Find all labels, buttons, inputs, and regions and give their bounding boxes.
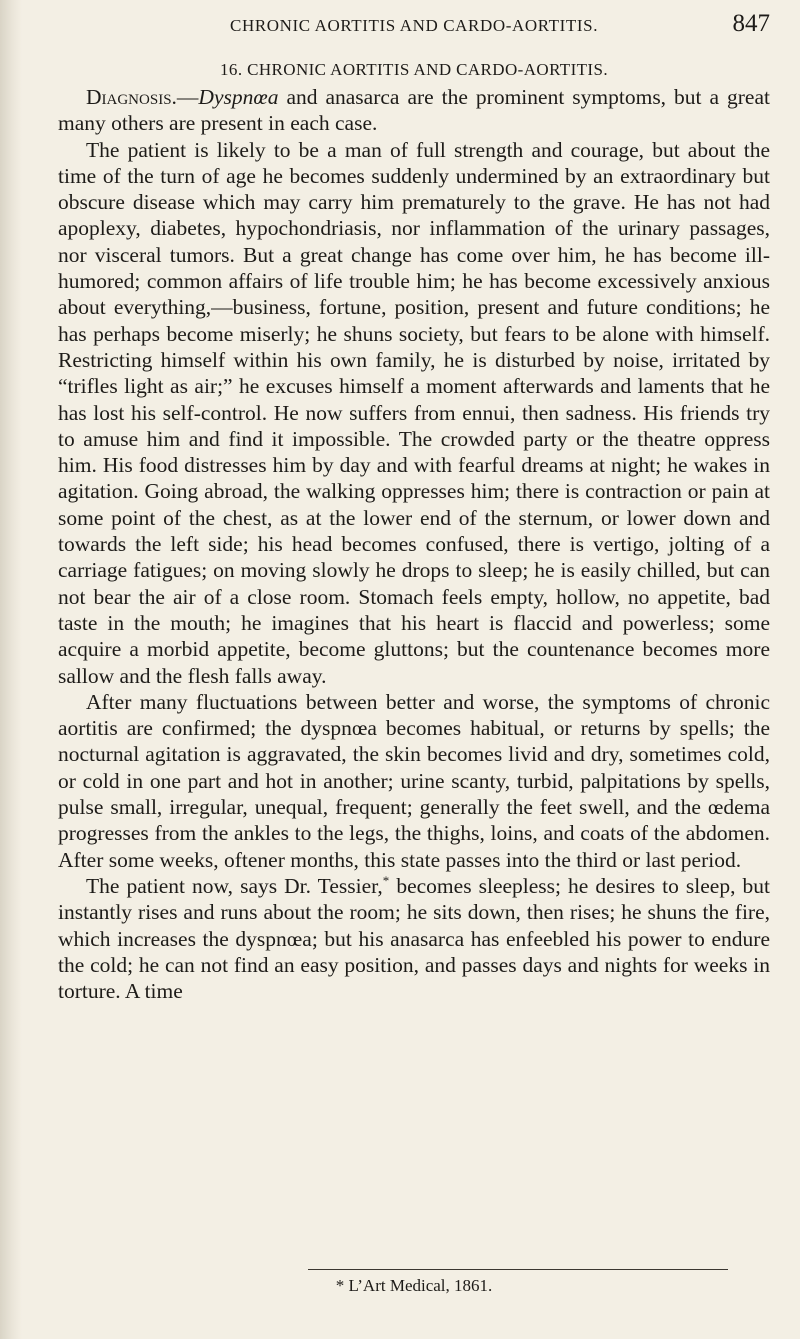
running-title: CHRONIC AORTITIS AND CARDO-AORTITIS. xyxy=(230,16,599,35)
section-heading: 16. CHRONIC AORTITIS AND CARDO-AORTITIS. xyxy=(220,60,608,79)
footnote xyxy=(58,1276,770,1296)
diagnosis-lead: Diagnosis. xyxy=(86,85,177,109)
book-page xyxy=(58,0,770,1339)
diagnosis-text: and anasarca are the prominent symptoms, but a great many others are present in each case. xyxy=(58,85,770,136)
page-number: 847 xyxy=(732,10,770,37)
footnote-text: L’Art Medical, 1861. xyxy=(344,1276,493,1295)
paragraph-tessier xyxy=(58,873,770,1004)
paragraph-patient: The patient is likely to be a man of full strength and courage, but about the time of the turn of age he becomes suddenly undermined by an extraordinary but obscure disease which may carry him prematurely to the grave. He has not had apoplexy, diabetes, hypochondriasis, nor inflammation of the urinary passages, nor visceral tumors. But a great change has come over him, he has become ill-humored; common affairs of life trouble him; he has become excessively anxious about everything,—business, fortune, position, present and future conditions; he has perhaps become miserly; he shuns society, but fears to be alone with himself. Restricting himself within his own family, he is disturbed by noise, irritated by “trifles light as air;” he excuses himself a moment afterwards and laments that he has lost his self-control. He now suffers from ennui, then sadness. His friends try to amuse him and find it impossible. The crowded party or the theatre oppress him. His food distresses him by day and with fearful dreams at night; he wakes in agitation. Going abroad, the walking oppresses him; there is contraction or pain at some point of the chest, as at the lower end of the sternum, or lower down and towards the left side; his head becomes confused, there is vertigo, jolting of a carriage fatigues; on moving slowly he drops to sleep; he is easily chilled, but can not bear the air of a close room. Stomach feels empty, hollow, no appetite, bad taste in the mouth; he imagines that his heart is flaccid and powerless; some acquire a morbid appetite, become gluttons; but the countenance becomes more sallow and the flesh falls away. xyxy=(58,137,770,688)
footnote-marker: * xyxy=(335,1276,345,1295)
body-text xyxy=(58,84,770,1004)
dyspnoea-term: Dyspnœa xyxy=(198,85,279,109)
tessier-text-before: The patient now, says Dr. Tessier, xyxy=(86,873,383,898)
tessier-text-after: becomes sleepless; he desires to sleep, but instantly rises and runs about the room; he sits down, then rises; he shuns the fire, which increases the dyspnœa; but his anasarca has enfeebled his power to endure the cold; he can not find an easy position, and passes days and nights for weeks in torture. A time xyxy=(58,873,770,1004)
page-binding-shadow xyxy=(0,0,22,1339)
diagnosis-dash: — xyxy=(176,85,199,109)
footnote-rule xyxy=(308,1269,728,1270)
footnote-reference: * xyxy=(382,872,390,888)
running-head xyxy=(58,10,770,40)
paragraph-diagnosis xyxy=(58,84,770,137)
paragraph-fluctuations: After many fluctuations between better and worse, the symptoms of chronic aortitis are confirmed; the dyspnœa becomes habitual, or returns by spells; the nocturnal agitation is aggravated, the skin becomes livid and dry, sometimes cold, or cold in one part and hot in another; urine scanty, turbid, palpitations by spells, pulse small, irregular, unequal, frequent; generally the feet swell, and the œdema progresses from the ankles to the legs, the thighs, loins, and coats of the abdomen. After some weeks, oftener months, this state passes into the third or last period. xyxy=(58,689,770,872)
